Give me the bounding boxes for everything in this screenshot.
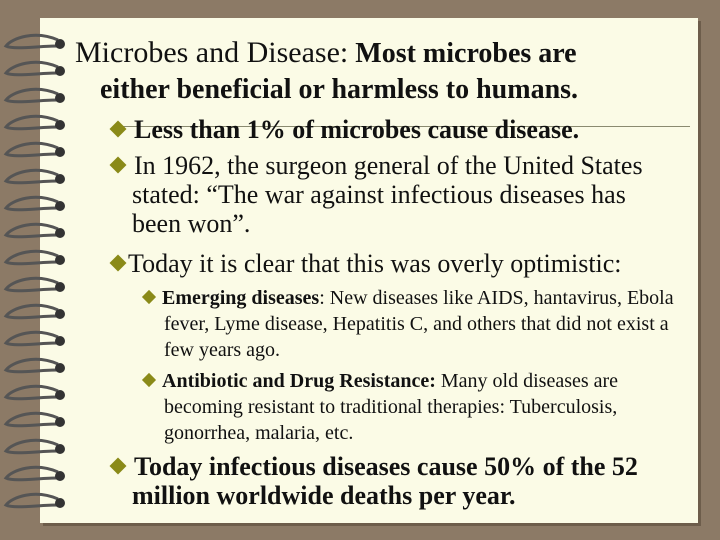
bullet-4 — [112, 452, 692, 510]
binding-ring — [6, 440, 58, 452]
binding-hole — [55, 282, 65, 292]
title-line-1 — [75, 36, 695, 70]
binding-ring — [6, 224, 58, 236]
sub-bullet-2-lead: Antibiotic and Drug Resistance: — [162, 370, 436, 392]
binding-ring — [6, 413, 58, 425]
title-line-2: either beneficial or harmless to humans. — [100, 74, 579, 105]
binding-ring — [6, 89, 58, 101]
binding-ring — [6, 116, 58, 128]
binding-ring — [6, 305, 58, 317]
sub-bullet-1-lead: Emerging diseases — [162, 287, 320, 309]
binding-hole — [55, 471, 65, 481]
spiral-binding — [0, 0, 80, 540]
bullet-1-text: Less than 1% of microbes cause disease. — [134, 115, 580, 144]
binding-hole — [55, 66, 65, 76]
binding-ring — [6, 386, 58, 398]
binding-hole — [55, 174, 65, 184]
binding-hole — [55, 201, 65, 211]
binding-ring — [6, 278, 58, 290]
diamond-bullet-icon — [110, 255, 127, 272]
bullet-2-text: In 1962, the surgeon general of the United States stated: “The war against infectious diseases has been won”. — [132, 151, 643, 238]
binding-ring — [6, 62, 58, 74]
binding-hole — [55, 39, 65, 49]
bullet-3-text: Today it is clear that this was overly optimistic: — [128, 249, 622, 278]
title-main: Microbes and Disease: — [75, 36, 349, 69]
diamond-bullet-icon — [110, 458, 127, 475]
binding-ring — [6, 359, 58, 371]
binding-hole — [55, 444, 65, 454]
sub-bullet-2-text: Many old diseases are becoming resistant to traditional therapies: Tuberculosis, gonorrhea, malaria, etc. — [164, 370, 619, 444]
bullet-2 — [112, 151, 652, 238]
binding-hole — [55, 228, 65, 238]
binding-hole — [55, 498, 65, 508]
binding-ring — [6, 494, 58, 506]
binding-ring — [6, 332, 58, 344]
bullet-1 — [112, 115, 692, 144]
binding-ring — [6, 143, 58, 155]
bullet-3 — [112, 249, 692, 278]
binding-hole — [55, 120, 65, 130]
binding-ring — [6, 251, 58, 263]
diamond-bullet-icon — [142, 373, 156, 387]
binding-ring — [6, 170, 58, 182]
binding-hole — [55, 390, 65, 400]
binding-hole — [55, 363, 65, 373]
diamond-bullet-icon — [142, 290, 156, 304]
binding-hole — [55, 93, 65, 103]
sub-bullet-2 — [144, 368, 644, 446]
binding-hole — [55, 255, 65, 265]
binding-ring — [6, 467, 58, 479]
binding-hole — [55, 309, 65, 319]
binding-hole — [55, 147, 65, 157]
diamond-bullet-icon — [110, 157, 127, 174]
binding-hole — [55, 336, 65, 346]
binding-hole — [55, 417, 65, 427]
title-rest: Most microbes are — [355, 38, 577, 69]
sub-bullet-1 — [144, 285, 684, 363]
binding-ring — [6, 197, 58, 209]
sub-bullet-1-text: : New diseases like AIDS, hantavirus, Ebola fever, Lyme disease, Hepatitis C, and others that did not exist a few years ago. — [164, 287, 674, 361]
binding-ring — [6, 35, 58, 47]
bullet-4-text: Today infectious diseases cause 50% of the 52 million worldwide deaths per year. — [132, 452, 638, 510]
diamond-bullet-icon — [110, 121, 127, 138]
